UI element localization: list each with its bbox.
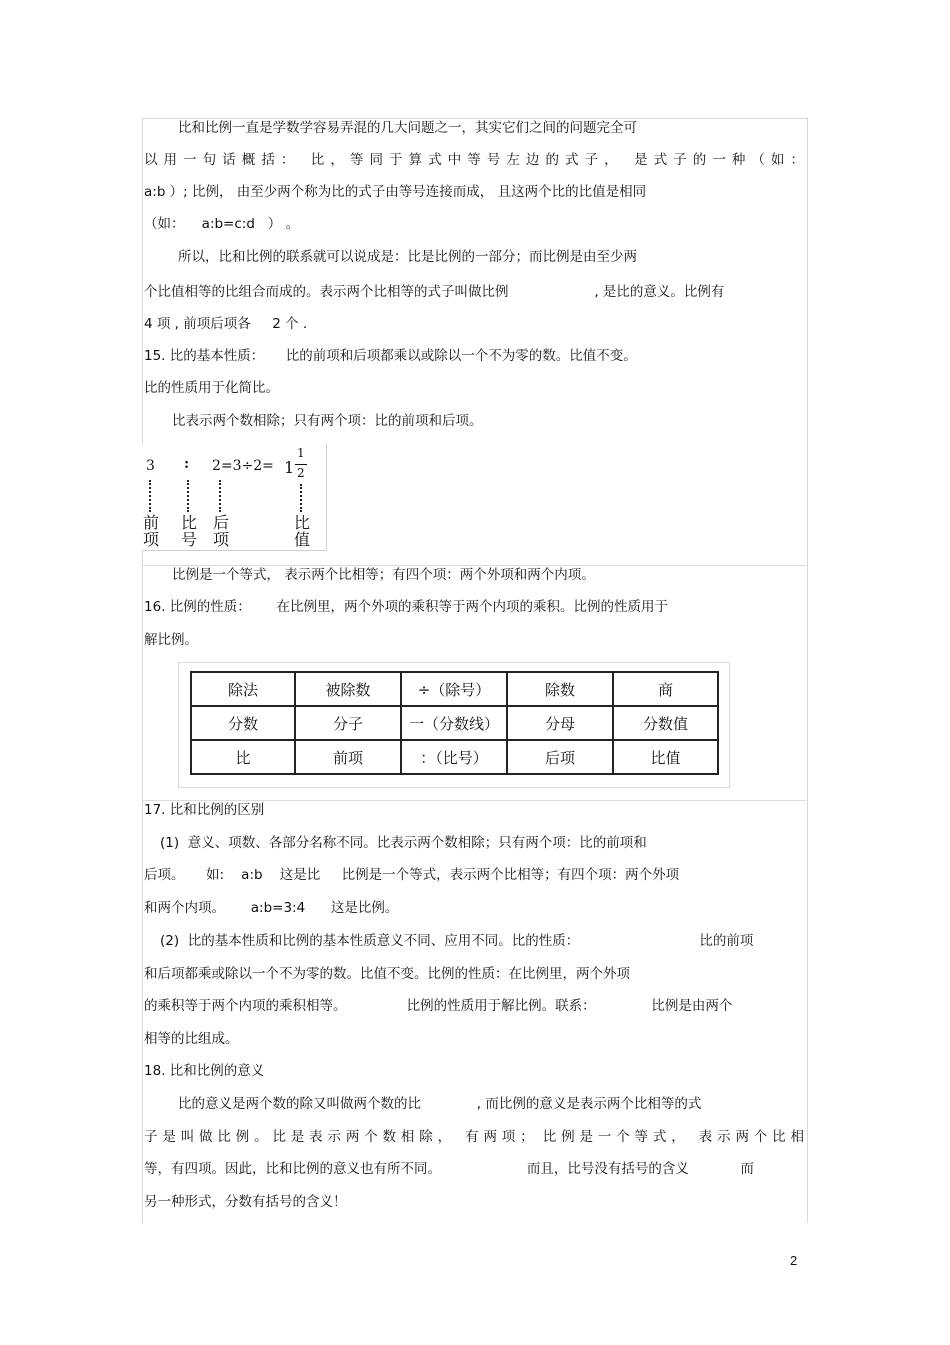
figure-colon: : (184, 456, 190, 472)
label-ratio-sign: 比号 (180, 513, 197, 549)
text-line: 后项。 如: a:b 这是比 比例是一个等式，表示两个比相等；有四个项：两个外项 (144, 867, 680, 883)
table-cell: ÷（除号） (401, 672, 507, 706)
text-line: 的乘积等于两个内项的乘积相等。 比例的性质用于解比例。联系： 比例是由两个 (144, 998, 733, 1014)
table-row (191, 672, 718, 706)
table-cell: ：（比号） (401, 740, 507, 774)
table-row (191, 740, 718, 774)
figure-expression: 2=3÷2= (212, 458, 274, 474)
text-line: 另一种形式，分数有括号的含义！ (144, 1194, 347, 1210)
text-line: (2) 比的基本性质和比例的基本性质意义不同、应用不同。比的性质： 比的前项 (160, 933, 754, 949)
text-line: 和后项都乘或除以一个不为零的数。比值不变。比例的性质：在比例里，两个外项 (144, 966, 630, 982)
dotted-pointer (187, 480, 191, 512)
table-cell: 商 (613, 672, 718, 706)
text-line: 以用一句话概括： 比，等同于算式中等号左边的式子， 是式子的一种（如： (144, 152, 804, 168)
table-cell: 前项 (295, 740, 401, 774)
table-cell: 后项 (507, 740, 613, 774)
text-line: 比表示两个数相除；只有两个项：比的前项和后项。 (172, 413, 483, 429)
text-line: (1) 意义、项数、各部分名称不同。比表示两个数相除；只有两个项：比的前项和 (160, 835, 647, 851)
text-line: 比的性质用于化简比。 (144, 380, 279, 396)
ratio-figure (142, 444, 327, 551)
dotted-pointer (219, 480, 223, 512)
table-cell: 分子 (295, 706, 401, 740)
dotted-pointer (300, 484, 304, 512)
dotted-pointer (149, 480, 153, 512)
label-ratio-value: 比值 (293, 513, 310, 549)
text-line: 比和比例一直是学数学容易弄混的几大问题之一，其实它们之间的问题完全可 (178, 120, 637, 136)
table-cell: 分母 (507, 706, 613, 740)
text-line: 比的意义是两个数的除又叫做两个数的比 , 而比例的意义是表示两个比相等的式 (178, 1096, 702, 1112)
text-line: 解比例。 (144, 632, 198, 648)
text-line: 和两个内项。 a:b=3:4 这是比例。 (144, 900, 399, 916)
text-line: （如： a:b=c:d ） 。 (144, 216, 300, 232)
figure-antecedent: 3 (146, 458, 155, 474)
section-heading-18: 18. 比和比例的意义 (144, 1063, 265, 1079)
figure-whole: 1 (284, 458, 295, 477)
text-line: 所以，比和比例的联系就可以说成是：比是比例的一部分；而比例是由至少两 (178, 249, 637, 265)
table-cell: 被除数 (295, 672, 401, 706)
section-heading-17: 17. 比和比例的区别 (144, 802, 265, 818)
comparison-table (190, 671, 719, 775)
table-row (191, 706, 718, 740)
comparison-table-box (178, 662, 730, 788)
table-cell: 分数 (191, 706, 295, 740)
table-cell: 除法 (191, 672, 295, 706)
section-heading-16: 16. 比例的性质： 在比例里，两个外项的乘积等于两个内项的乘积。比例的性质用于 (144, 599, 669, 615)
table-cell: 比 (191, 740, 295, 774)
table-cell: 比值 (613, 740, 718, 774)
table-cell: 分数值 (613, 706, 718, 740)
text-line: a:b ）; 比例， 由至少两个称为比的式子由等号连接而成， 且这两个比的比值是相同 (144, 184, 647, 200)
label-antecedent: 前项 (142, 513, 159, 549)
text-line: 4 项 , 前项后项各 2 个 . (144, 316, 308, 332)
section-heading-15: 15. 比的基本性质： 比的前项和后项都乘以或除以一个不为零的数。比值不变。 (144, 348, 637, 364)
text-line: 子是叫做比例。比是表示两个数相除， 有两项； 比例是一个等式， 表示两个比相 (144, 1129, 804, 1145)
table-cell: 一（分数线） (401, 706, 507, 740)
text-line: 等，有四项。因此，比和比例的意义也有所不同。 而且，比号没有括号的含义 而 (144, 1161, 754, 1177)
figure-denominator: 2 (297, 466, 305, 480)
text-line: 比例是一个等式， 表示两个比相等；有四个项：两个外项和两个内项。 (172, 567, 595, 583)
figure-numerator: 1 (297, 446, 305, 460)
fraction-bar (295, 464, 307, 465)
table-cell: 除数 (507, 672, 613, 706)
text-line: 相等的比组成。 (144, 1031, 239, 1047)
label-consequent: 后项 (212, 513, 229, 549)
page-number: 2 (790, 1253, 798, 1268)
text-line: 个比值相等的比组合而成的。表示两个比相等的式子叫做比例 , 是比的意义。比例有 (144, 284, 725, 300)
